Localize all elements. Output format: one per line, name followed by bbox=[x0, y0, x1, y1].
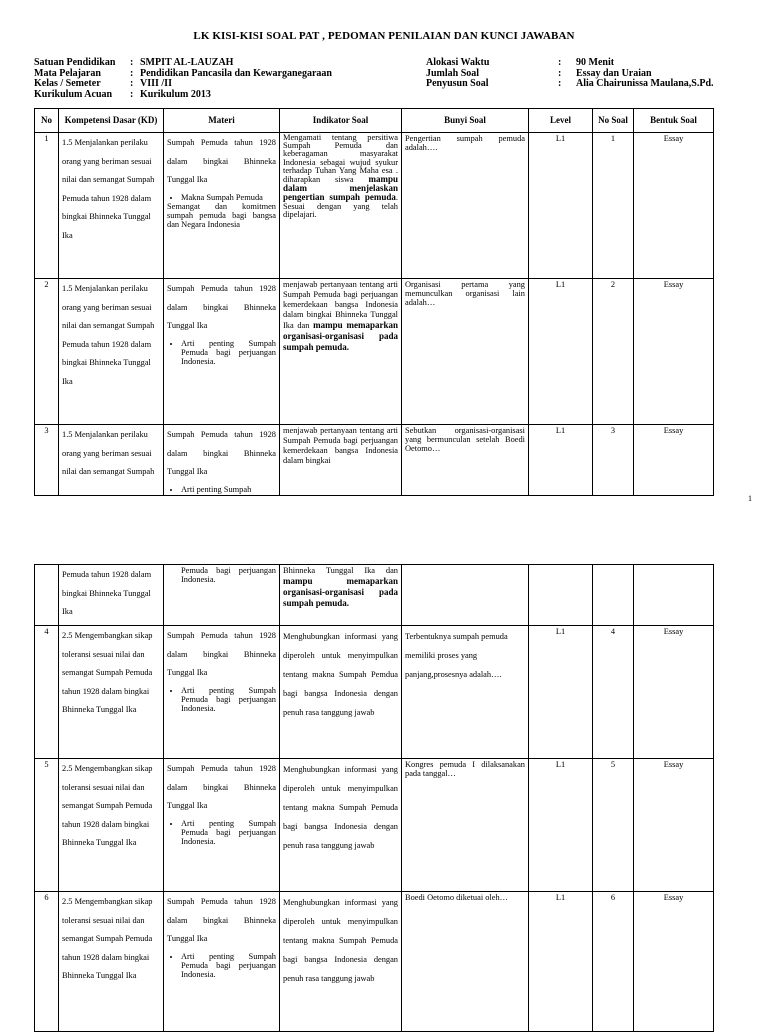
materi-bullet-continued: Pemuda bagi perjuangan Indonesia. bbox=[181, 566, 276, 584]
meta-value: VIII /II bbox=[140, 78, 172, 90]
cell-kd: 2.5 Mengembangkan sikap toleransi sesuai nilai dan semangat Sumpah Pemuda tahun 1928 dalam bingkai Bhinneka Tunggal Ika bbox=[59, 626, 164, 759]
meta-right bbox=[426, 58, 714, 90]
meta-colon: : bbox=[130, 67, 134, 79]
cell-materi bbox=[164, 759, 280, 892]
cell-bentuk: Essay bbox=[634, 892, 714, 1032]
header-bunyi: Bunyi Soal bbox=[402, 109, 529, 133]
cell-indikator: Menghubungkan informasi yang diperoleh untuk menyimpulkan tentang makna Sumpah Pemuda bagi bangsa Indonesia dengan penuh rasa tanggung jawab bbox=[280, 759, 402, 892]
materi-list bbox=[167, 485, 276, 494]
materi-bullet: • Arti penting Sumpah Pemuda bagi perjuangan Indonesia. bbox=[181, 686, 276, 713]
cell-no: 3 bbox=[35, 425, 59, 496]
document-title: LK KISI-KISI SOAL PAT , PEDOMAN PENILAIAN DAN KUNCI JAWABAN bbox=[193, 30, 575, 42]
materi-list bbox=[167, 339, 276, 366]
header-no-soal: No Soal bbox=[593, 109, 634, 133]
materi-intro: Sumpah Pemuda tahun 1928 dalam bingkai Bhinneka Tunggal Ika bbox=[167, 764, 276, 810]
materi-intro: Sumpah Pemuda tahun 1928 dalam bingkai Bhinneka Tunggal Ika bbox=[167, 897, 276, 943]
cell-bunyi: Kongres pemuda I dilaksanakan pada tanggal… bbox=[402, 759, 529, 892]
materi-intro: Sumpah Pemuda tahun 1928 dalam bingkai Bhinneka Tunggal Ika bbox=[167, 631, 276, 677]
cell-level: L1 bbox=[529, 425, 593, 496]
cell-kd: 1.5 Menjalankan perilaku orang yang beriman sesuai nilai dan semangat Sumpah bbox=[59, 425, 164, 496]
table-row bbox=[35, 759, 714, 892]
meta-key: Kurikulum Acuan bbox=[34, 88, 113, 100]
page-gap bbox=[0, 512, 768, 548]
table-row-continued bbox=[35, 565, 714, 626]
meta-value: Essay dan Uraian bbox=[576, 67, 652, 79]
meta-key: Kelas / Semeter bbox=[34, 78, 101, 90]
meta-left bbox=[34, 58, 332, 100]
meta-row bbox=[426, 79, 714, 90]
cell-bunyi: Terbentuknya sumpah pemuda memiliki proses yang panjang,prosesnya adalah…. bbox=[402, 626, 529, 759]
cell-bentuk: Essay bbox=[634, 759, 714, 892]
cell-kd: 1.5 Menjalankan perilaku orang yang beriman sesuai nilai dan semangat Sumpah Pemuda tahun 1928 dalam bingkai Bhinneka Tunggal Ika bbox=[59, 279, 164, 425]
cell-bentuk: Essay bbox=[634, 133, 714, 279]
cell-no: 4 bbox=[35, 626, 59, 759]
cell-no: 6 bbox=[35, 892, 59, 1032]
materi-list bbox=[167, 819, 276, 846]
materi-bullet: • Makna Sumpah Pemuda bbox=[181, 193, 276, 202]
materi-bullet: • Arti penting Sumpah Pemuda bagi perjuangan Indonesia. bbox=[181, 952, 276, 979]
table-row bbox=[35, 133, 714, 279]
cell-materi bbox=[164, 425, 280, 496]
table-header-row bbox=[35, 109, 714, 133]
indikator-bold: mampu dalam menjelaskan pengertian sumpah pemuda bbox=[283, 174, 398, 203]
indikator-text: menjawab pertanyaan tentang arti Sumpah Pemuda bagi perjuangan kemerdekaan bangsa Indonesia dalam bingkai Bhinneka Tunggal Ika dan bbox=[283, 280, 398, 330]
cell-no-soal: 1 bbox=[593, 133, 634, 279]
meta-colon: : bbox=[558, 57, 562, 68]
meta-key: Jumlah Soal bbox=[426, 67, 480, 79]
cell-bunyi: Pengertian sumpah pemuda adalah…. bbox=[402, 133, 529, 279]
cell-no-soal: 5 bbox=[593, 759, 634, 892]
header-indikator: Indikator Soal bbox=[280, 109, 402, 133]
table-row bbox=[35, 892, 714, 1032]
cell-materi bbox=[164, 133, 280, 279]
cell-materi bbox=[164, 626, 280, 759]
cell-bunyi: Boedi Oetomo diketuai oleh… bbox=[402, 892, 529, 1032]
materi-extra: Semangat dan komitmen sumpah pemuda bagi bangsa dan Negara Indonesia bbox=[167, 201, 276, 229]
page-number: 1 bbox=[748, 494, 752, 503]
cell-bentuk bbox=[634, 565, 714, 626]
kisi-kisi-table-page-1 bbox=[34, 108, 714, 496]
materi-bullet: • Arti penting Sumpah Pemuda bagi perjuangan Indonesia. bbox=[181, 339, 276, 366]
cell-level: L1 bbox=[529, 759, 593, 892]
meta-value: Alia Chairunissa Maulana,S.Pd. bbox=[576, 78, 714, 90]
cell-bunyi bbox=[402, 565, 529, 626]
indikator-text: Bhinneka Tunggal Ika dan bbox=[283, 566, 398, 575]
kisi-kisi-table-page-2 bbox=[34, 564, 714, 1032]
meta-row bbox=[34, 58, 332, 69]
cell-level: L1 bbox=[529, 133, 593, 279]
header-level: Level bbox=[529, 109, 593, 133]
cell-indikator: Menghubungkan informasi yang diperoleh untuk menyimpulkan tentang makna Sumpah Pemuda bagi bangsa Indonesia dengan penuh rasa tanggung jawab bbox=[280, 892, 402, 1032]
cell-indikator bbox=[280, 279, 402, 425]
materi-bullet: • Arti penting Sumpah Pemuda bagi perjuangan Indonesia. bbox=[181, 819, 276, 846]
cell-kd: 2.5 Mengembangkan sikap toleransi sesuai nilai dan semangat Sumpah Pemuda tahun 1928 dalam bingkai Bhinneka Tunggal Ika bbox=[59, 759, 164, 892]
cell-bentuk: Essay bbox=[634, 425, 714, 496]
meta-value: SMPIT AL-LAUZAH bbox=[140, 57, 234, 68]
header-kd: Kompetensi Dasar (KD) bbox=[59, 109, 164, 133]
document-page-2 bbox=[0, 548, 768, 1024]
materi-intro: Sumpah Pemuda tahun 1928 dalam bingkai Bhinneka Tunggal Ika bbox=[167, 430, 276, 476]
table-row bbox=[35, 425, 714, 496]
cell-no-soal: 4 bbox=[593, 626, 634, 759]
cell-no-soal bbox=[593, 565, 634, 626]
materi-list bbox=[167, 193, 276, 202]
cell-materi bbox=[164, 565, 280, 626]
cell-materi bbox=[164, 279, 280, 425]
meta-key: Penyusun Soal bbox=[426, 78, 489, 90]
cell-indikator: Menghubungkan informasi yang diperoleh untuk menyimpulkan tentang makna Sumpah Pemdua bagi bangsa Indonesia dengan penuh rasa tanggung jawab bbox=[280, 626, 402, 759]
meta-colon: : bbox=[130, 78, 134, 90]
meta-colon: : bbox=[130, 57, 134, 68]
cell-no-soal: 3 bbox=[593, 425, 634, 496]
meta-row bbox=[34, 90, 332, 101]
table-row bbox=[35, 279, 714, 425]
cell-kd: Pemuda tahun 1928 dalam bingkai Bhinneka Tunggal Ika bbox=[59, 565, 164, 626]
cell-level bbox=[529, 565, 593, 626]
header-bentuk: Bentuk Soal bbox=[634, 109, 714, 133]
indikator-bold: mampu memaparkan organisasi-organisasi pada sumpah pemuda. bbox=[283, 320, 398, 352]
meta-colon: : bbox=[558, 67, 562, 79]
cell-indikator bbox=[280, 133, 402, 279]
meta-colon: : bbox=[130, 88, 134, 100]
meta-value: 90 Menit bbox=[576, 57, 615, 68]
cell-no-soal: 6 bbox=[593, 892, 634, 1032]
cell-bentuk: Essay bbox=[634, 279, 714, 425]
meta-value: Pendidikan Pancasila dan Kewarganegaraan bbox=[140, 67, 332, 79]
cell-level: L1 bbox=[529, 626, 593, 759]
indikator-text-end: . Sesuai dengan yang telah dipelajari. bbox=[283, 193, 398, 219]
cell-no bbox=[35, 565, 59, 626]
table-row bbox=[35, 626, 714, 759]
cell-indikator: menjawab pertanyaan tentang arti Sumpah Pemuda bagi perjuangan kemerdekaan bangsa Indonesia dalam bingkai bbox=[280, 425, 402, 496]
cell-no-soal: 2 bbox=[593, 279, 634, 425]
cell-bunyi: Sebutkan organisasi-organisasi yang bermunculan setelah Boedi Oetomo… bbox=[402, 425, 529, 496]
indikator-text: Mengamati tentang persitiwa Sumpah Pemuda dan keberagaman masyarakat Indonesia sebagai wujud syukur terhadap Tuhan Yang Maha esa . diharapkan siswa bbox=[283, 133, 398, 185]
meta-colon: : bbox=[558, 78, 562, 90]
document-page-1 bbox=[0, 0, 768, 512]
indikator-bold: mampu memaparkan organisasi-organisasi pada sumpah pemuda. bbox=[283, 576, 398, 608]
meta-key: Satuan Pendidikan bbox=[34, 57, 116, 68]
cell-level: L1 bbox=[529, 892, 593, 1032]
meta-value: Kurikulum 2013 bbox=[140, 88, 211, 100]
cell-level: L1 bbox=[529, 279, 593, 425]
materi-list bbox=[167, 686, 276, 713]
meta-key: Mata Pelajaran bbox=[34, 67, 101, 79]
cell-indikator bbox=[280, 565, 402, 626]
meta-key: Alokasi Waktu bbox=[426, 57, 490, 68]
cell-kd: 1.5 Menjalankan perilaku orang yang beriman sesuai nilai dan semangat Sumpah Pemuda tahun 1928 dalam bingkai Bhinneka Tunggal Ika bbox=[59, 133, 164, 279]
materi-intro: Sumpah Pemuda tahun 1928 dalam bingkai Bhinneka Tunggal Ika bbox=[167, 138, 276, 184]
header-materi: Materi bbox=[164, 109, 280, 133]
materi-list bbox=[167, 952, 276, 979]
cell-bunyi: Organisasi pertama yang memunculkan organisasi lain adalah… bbox=[402, 279, 529, 425]
cell-no: 5 bbox=[35, 759, 59, 892]
materi-bullet: • Arti penting Sumpah bbox=[181, 485, 276, 494]
cell-kd: 2.5 Mengembangkan sikap toleransi sesuai nilai dan semangat Sumpah Pemuda tahun 1928 dalam bingkai Bhinneka Tunggal Ika bbox=[59, 892, 164, 1032]
cell-no: 2 bbox=[35, 279, 59, 425]
cell-bentuk: Essay bbox=[634, 626, 714, 759]
cell-materi bbox=[164, 892, 280, 1032]
materi-intro: Sumpah Pemuda tahun 1928 dalam bingkai Bhinneka Tunggal Ika bbox=[167, 284, 276, 330]
header-no: No bbox=[35, 109, 59, 133]
meta-row bbox=[426, 58, 714, 69]
cell-no: 1 bbox=[35, 133, 59, 279]
